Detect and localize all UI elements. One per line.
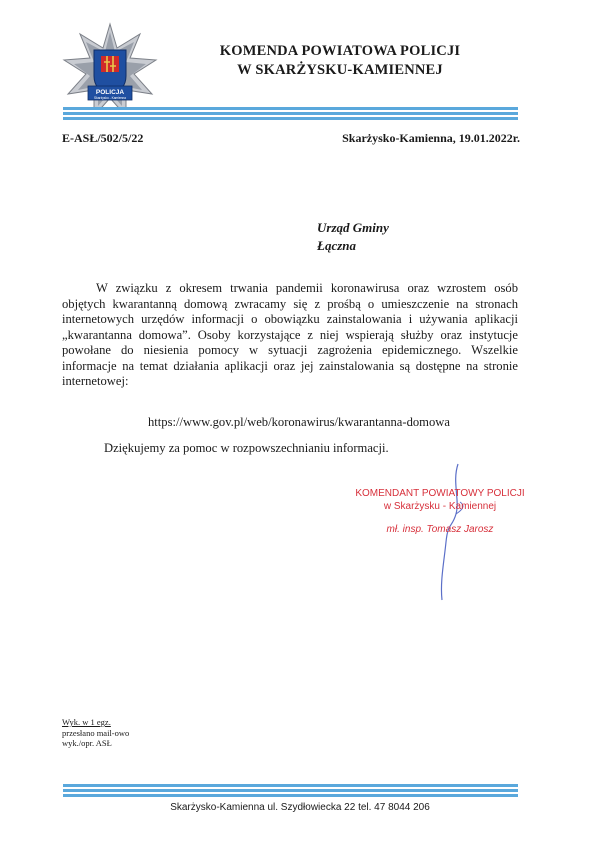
reference-number: E-ASŁ/502/5/22	[62, 131, 144, 145]
logo-text: POLICJA	[95, 89, 125, 96]
stamp-name: mł. insp. Tomasz Jarosz	[386, 524, 494, 535]
place-date: Skarżysko-Kamienna, 19.01.2022r.	[342, 131, 520, 145]
thanks-line: Dziękujemy za pomoc w rozpowszechnianiu informacji.	[104, 441, 389, 455]
footnote-line3: wyk./opr. ASŁ	[62, 738, 112, 748]
recipient-line2: Łączna	[317, 238, 356, 253]
stamp-line1: KOMENDANT POWIATOWY POLICJI	[355, 488, 525, 499]
logo-subtext: Skarżysko - Kamienna	[94, 96, 126, 100]
footnote-line2: przesłano mail-owo	[62, 727, 130, 738]
info-url: https://www.gov.pl/web/koronawirus/kwarantanna-domowa	[148, 415, 450, 429]
stamp-line2: w Skarżysku - Kamiennej	[383, 501, 497, 512]
footer-address: Skarżysko-Kamienna ul. Szydłowiecka 22 tel. 47 8044 206	[170, 802, 430, 813]
header-stripes	[63, 107, 518, 120]
official-stamp	[355, 487, 525, 536]
footnote-line1: Wyk. w 1 egz.	[62, 717, 111, 727]
footnote	[62, 717, 129, 749]
institution-title-line1: KOMENDA POWIATOWA POLICJI	[219, 43, 461, 59]
recipient-block	[317, 219, 389, 255]
footer-stripes	[63, 784, 518, 797]
body-paragraph: W związku z okresem trwania pandemii koronawirusa oraz wzrostem osób objętych kwarantanną domową zwracamy się z prośbą o umieszczenie na stronach internetowych urzędów informacji o obowiązku zainstalowania i używania aplikacji „kwarantanna domowa”. Osoby korzystające z niej wspierają służby oraz instytucje powołane do niesienia pomocy w sytuacji zagrożenia epidemicznego. Wszelkie informacje na temat działania aplikacji oraz jej zainstalowania są dostępne na stronie internetowej:	[62, 281, 518, 388]
institution-title-line2: W SKARŻYSKU-KAMIENNEJ	[237, 62, 443, 78]
institution-title	[200, 42, 480, 80]
recipient-line1: Urząd Gminy	[317, 220, 389, 235]
